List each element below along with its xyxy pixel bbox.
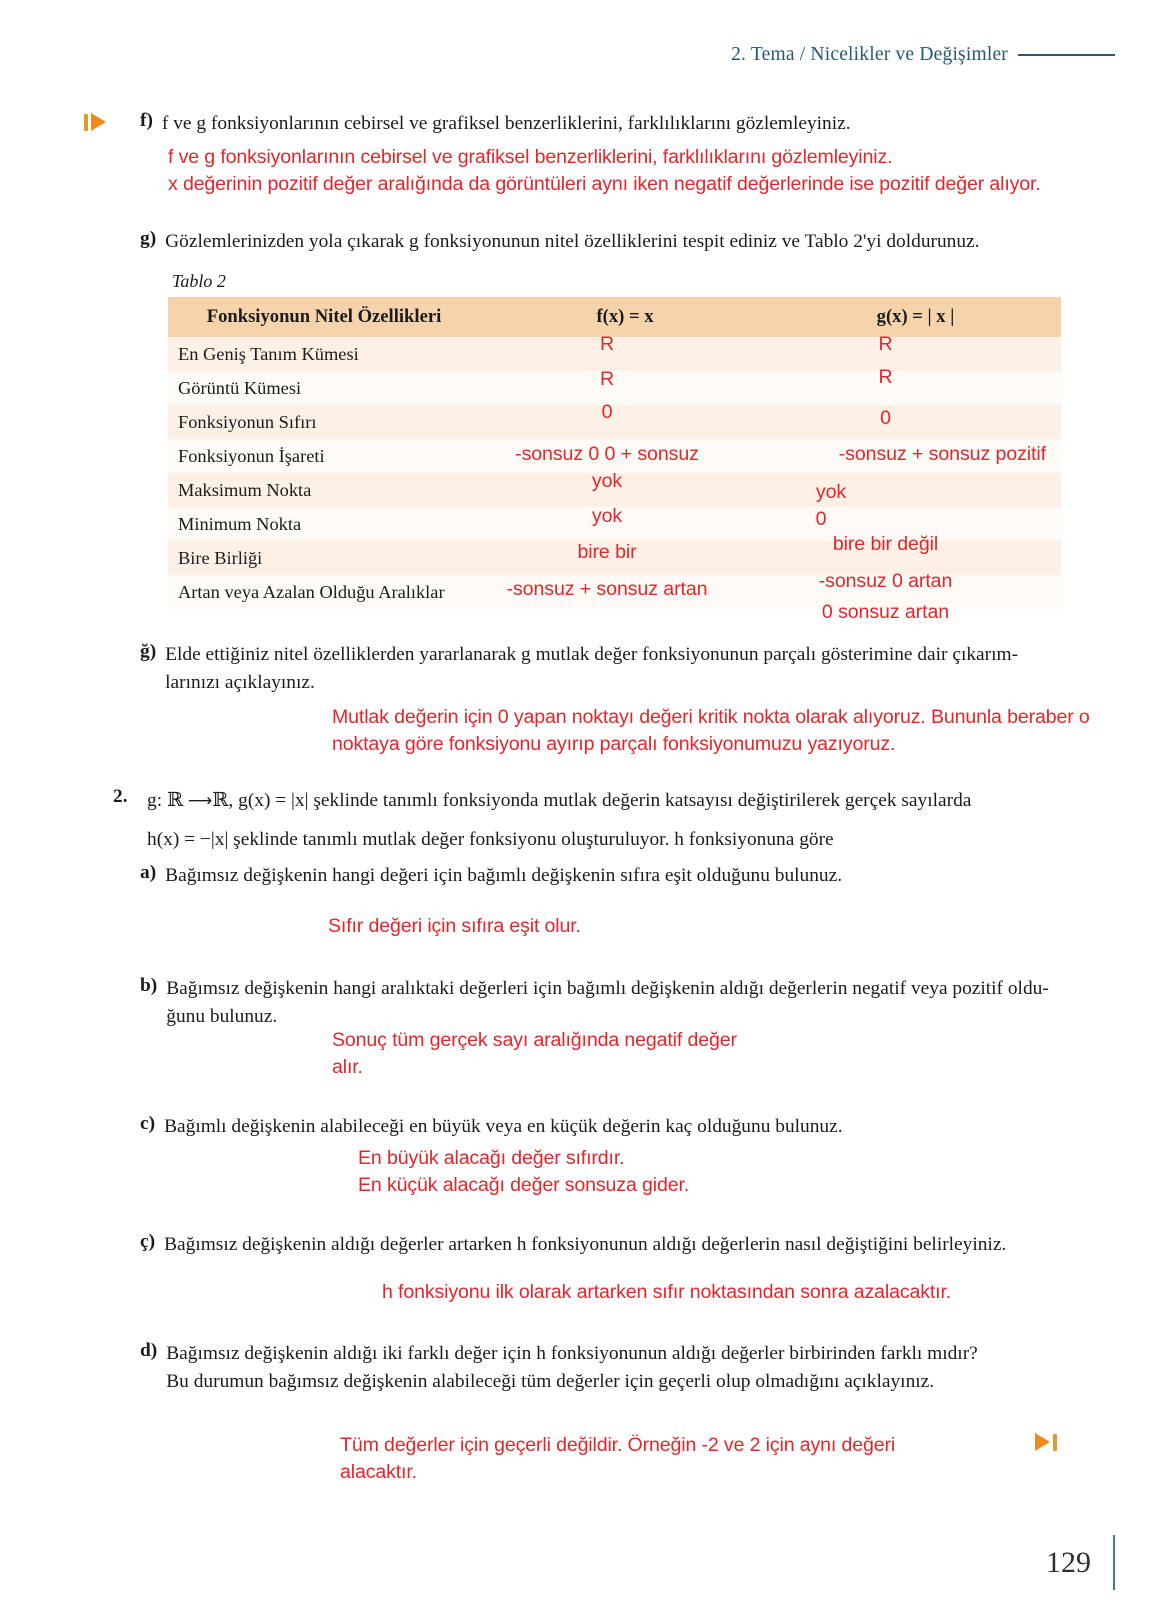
table-cell-property: Bire Birliği [168,541,480,575]
item-d-label: d) [140,1340,158,1361]
header-rule [1018,54,1115,56]
item-a-question: Bağımsız değişkenin hangi değeri için bağımlı değişkenin sıfıra eşit olduğunu bulunuz. [165,865,843,886]
item-2-line1-mid: , g(x) = |x| şeklinde tanımlı fonksiyonda mutlak değerin katsayısı değiştirilerek gerçek sayılarda [228,790,972,811]
header-title: 2. Tema / Nicelikler ve Değişimler [731,44,1008,65]
page-number: 129 [1046,1546,1091,1579]
item-d-answer-line1: Tüm değerler için geçerli değildir. Örneğin -2 ve 2 için aynı değeri [340,1434,896,1456]
play-bar-shape [84,114,88,131]
item-b-question-line1: Bağımsız değişkenin hangi aralıktaki değerleri için bağımlı değişkenin aldığı değerlerin negatif veya pozitif oldu- [166,978,1049,999]
play-forward-icon [84,113,106,131]
table-cell-property: Fonksiyonun İşareti [168,439,480,473]
item-d-question-line1: Bağımsız değişkenin aldığı iki farklı değer için h fonksiyonunun aldığı değerler birbirinden farklı mıdır? [166,1343,978,1364]
item-b-answer-line1: Sonuç tüm gerçek sayı aralığında negatif değer [332,1029,737,1051]
item-gbreve-label: ğ) [140,641,157,662]
item-d [140,1340,1085,1396]
item-2-line1 [147,786,1087,815]
play-bar-shape [1053,1434,1057,1451]
table-cell-property: En Geniş Tanım Kümesi [168,337,480,371]
item-f-answer-line2: x değerinin pozitif değer aralığında da görüntüleri aynı iken negatif değerlerinde ise pozitif değer alıyor. [168,173,1041,195]
item-c-question: Bağımlı değişkenin alabileceği en büyük veya en küçük değerin kaç olduğunu bulunuz. [164,1116,843,1137]
play-triangle-shape [91,113,106,131]
arrow-icon: ⟶ [187,791,213,811]
table-header-property: Fonksiyonun Nitel Özellikleri [168,297,480,337]
item-b [140,975,1085,1031]
table-answer-f-6: bire bir [577,541,637,563]
item-ccedil-label: ç) [140,1231,156,1252]
item-d-question-line2: Bu durumun bağımsız değişkenin alabileceği tüm değerler için geçerli olup olmadığını açıklayınız. [166,1371,935,1393]
table-answer-g-0: R [878,333,893,355]
item-d-answer-line2: alacaktır. [340,1461,417,1483]
table-answer-g-5: 0 [815,508,827,530]
table-answer-g-1: R [878,366,893,388]
item-2-label: 2. [113,786,128,807]
table-header-f: f(x) = x [480,297,770,337]
table-answer-f-4: yok [591,470,623,492]
play-triangle-shape [1035,1433,1050,1451]
item-f-label: f) [140,110,153,131]
table-answer-f-5: yok [591,505,623,527]
table-answer-g-7: -sonsuz 0 artan [818,570,953,592]
item-b-question-line2: ğunu bulunuz. [166,1006,278,1028]
item-gbreve-question-line2: larınızı açıklayınız. [165,672,315,694]
item-g-label: g) [140,228,157,249]
play-forward-icon [1035,1433,1057,1451]
page-number-rule [1113,1535,1115,1590]
item-c [140,1113,1080,1141]
table-answer-g-2: 0 [880,407,891,429]
table-cell-property: Fonksiyonun Sıfırı [168,405,480,439]
table-cell-property: Artan veya Azalan Olduğu Aralıklar [168,575,480,609]
table-answer-f-7: -sonsuz + sonsuz artan [506,578,708,600]
table-cell-property: Maksimum Nokta [168,473,480,507]
table-header-g: g(x) = | x | [770,297,1061,337]
table-answer-f-2: 0 [601,401,613,423]
table-answer-g-4: yok [815,481,847,503]
table-answer-g-6: bire bir değil [832,533,939,555]
item-ccedil-answer: h fonksiyonu ilk olarak artarken sıfır noktasından sonra azalacaktır. [382,1281,952,1303]
table-answer-f-0: R [599,333,615,355]
table-answer-f-1: R [599,368,615,390]
table-cell-property: Görüntü Kümesi [168,371,480,405]
table-cell-property: Minimum Nokta [168,507,480,541]
item-g-question: Gözlemlerinizden yola çıkarak g fonksiyonunun nitel özelliklerini tespit ediniz ve Tablo 2'yi doldurunuz. [165,231,980,252]
table-answer-g-3: -sonsuz + sonsuz pozitif [838,443,1046,465]
item-gbreve [140,641,1080,697]
table-header-row [168,297,1061,337]
item-f-question: f ve g fonksiyonlarının cebirsel ve grafiksel benzerliklerini, farklılıklarını gözlemleyiniz. [161,113,851,134]
blackboard-R-icon-2: ℝ [212,788,229,811]
item-2-line2: h(x) = −|x| şeklinde tanımlı mutlak değer fonksiyonu oluşturuluyor. h fonksiyonuna göre [147,829,834,850]
item-2-line1-pre: g: [147,790,167,811]
table-caption: Tablo 2 [172,271,226,291]
item-f [140,110,1070,138]
item-a-answer: Sıfır değeri için sıfıra eşit olur. [328,915,581,937]
item-f-answer-line1: f ve g fonksiyonlarının cebirsel ve grafiksel benzerliklerini, farklılıklarını gözlemleyiniz. [168,146,893,168]
item-gbreve-answer-line1: Mutlak değerin için 0 yapan noktayı değeri kritik nokta olarak alıyoruz. Bununla beraber o [332,706,1090,728]
item-ccedil-question: Bağımsız değişkenin aldığı değerler artarken h fonksiyonunun aldığı değerlerin nasıl değiştiğini belirleyiniz. [164,1234,1007,1255]
item-b-label: b) [140,975,158,996]
blackboard-R-icon: ℝ [166,788,184,811]
item-c-answer-line1: En büyük alacağı değer sıfırdır. [358,1147,625,1169]
page-header [731,44,1115,66]
item-ccedil [140,1231,1085,1259]
table-answer-f-3: -sonsuz 0 0 + sonsuz [515,443,699,465]
item-c-label: c) [140,1113,156,1134]
table-answer-g-7-extra: 0 sonsuz artan [821,601,950,623]
item-c-answer-line2: En küçük alacağı değer sonsuza gider. [358,1174,690,1196]
item-b-answer-line2: alır. [332,1056,363,1078]
item-gbreve-answer-line2: noktaya göre fonksiyonu ayırıp parçalı fonksiyonumuzu yazıyoruz. [332,733,896,755]
item-a [140,862,1080,890]
item-g [140,228,1070,256]
item-gbreve-question-line1: Elde ettiğiniz nitel özelliklerden yararlanarak g mutlak değer fonksiyonunun parçalı gösterimine dair çıkarım- [165,644,1019,665]
item-a-label: a) [140,862,157,883]
